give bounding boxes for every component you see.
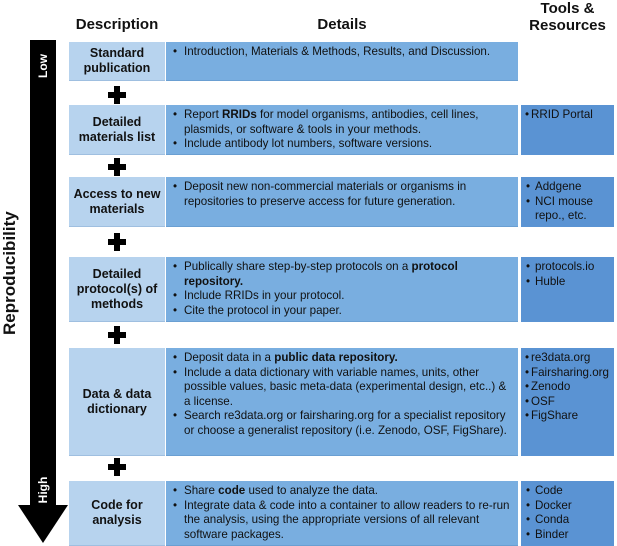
- tools-list: [525, 484, 612, 542]
- row-desc-detailed-protocols: Detailed protocol(s) of methods: [69, 257, 165, 322]
- details-item: [170, 180, 512, 209]
- header-tools: Tools & Resources: [529, 0, 606, 34]
- tool-item: • OSF: [525, 395, 612, 410]
- details-list: [170, 45, 512, 60]
- header-description: Description: [75, 16, 159, 33]
- row-desc-access-new-materials: Access to new materials: [69, 177, 165, 227]
- details-item: [170, 260, 512, 289]
- details-list: [170, 484, 512, 542]
- text-segment: Report: [184, 108, 223, 121]
- row-details-standard-publication: [166, 42, 518, 81]
- reproducibility-arrow-shaft: [30, 40, 56, 508]
- text-segment: Integrate data & code into a container to allow readers to re-run the analysis, using the appropriate versions of all relevant software packages.: [184, 498, 510, 541]
- tools-list: [525, 108, 612, 123]
- row-tools-code-analysis: [521, 481, 614, 546]
- details-item: [170, 108, 512, 137]
- row-details-detailed-materials-list: [166, 105, 518, 155]
- text-segment: for model organisms, antibodies, cell lines, plasmids, or software & tools in your methods.: [184, 108, 479, 136]
- details-item: [170, 289, 512, 304]
- details-item: [170, 45, 512, 60]
- bold-text: RRIDs: [222, 108, 257, 121]
- tool-item: • Zenodo: [525, 380, 612, 395]
- plus-icon: [108, 233, 126, 251]
- tools-list: [525, 260, 612, 289]
- text-segment: Deposit new non-commercial materials or organisms in repositories to preserve access for future generation.: [184, 180, 467, 208]
- row-details-code-analysis: [166, 481, 518, 546]
- details-list: [170, 108, 512, 152]
- details-item: [170, 499, 512, 543]
- tool-item: • NCI mouse repo., etc.: [525, 195, 612, 224]
- text-segment: Search re3data.org or fairsharing.org for a specialist repository or choose a generalist repository (i.e. Zenodo, OSF, FigShare).: [184, 409, 507, 437]
- row-tools-detailed-materials-list: [521, 105, 614, 155]
- tool-item: • re3data.org: [525, 351, 612, 366]
- row-details-detailed-protocols: [166, 257, 518, 322]
- reproducibility-axis-label: Reproducibility: [0, 211, 19, 335]
- tool-item: • Docker: [525, 499, 612, 514]
- tool-item: • Fairsharing.org: [525, 366, 612, 381]
- plus-icon: [108, 158, 126, 176]
- row-details-access-new-materials: [166, 177, 518, 227]
- bold-text: public data repository.: [274, 351, 398, 364]
- tool-item: • Huble: [525, 275, 612, 290]
- bold-text: protocol repository.: [184, 260, 458, 288]
- plus-icon: [108, 86, 126, 104]
- reproducibility-arrow-head: [18, 505, 68, 543]
- text-segment: Introduction, Materials & Methods, Results, and Discussion.: [184, 45, 491, 58]
- row-tools-access-new-materials: [521, 177, 614, 227]
- details-item: [170, 351, 512, 366]
- details-item: [170, 484, 512, 499]
- details-list: [170, 260, 512, 318]
- tools-list: [525, 351, 612, 424]
- text-segment: Cite the protocol in your paper.: [184, 303, 342, 317]
- text-segment: Include a data dictionary with variable names, units, other possible values, basic meta-data (experimental design, etc..) & a license.: [184, 365, 507, 408]
- axis-high-label: High: [36, 476, 50, 504]
- row-details-data-dictionary: [166, 348, 518, 456]
- details-item: [170, 304, 512, 319]
- text-segment: Include antibody lot numbers, software versions.: [184, 137, 433, 150]
- row-tools-detailed-protocols: [521, 257, 614, 322]
- row-desc-detailed-materials-list: Detailed materials list: [69, 105, 165, 155]
- tool-item: • Conda: [525, 513, 612, 528]
- row-desc-data-dictionary: Data & data dictionary: [69, 348, 165, 456]
- tool-item: • protocols.io: [525, 260, 612, 275]
- details-item: [170, 366, 512, 410]
- row-desc-code-analysis: Code for analysis: [69, 481, 165, 546]
- text-segment: used to analyze the data.: [245, 484, 379, 497]
- text-segment: Include RRIDs in your protocol.: [184, 289, 345, 302]
- details-item: [170, 409, 512, 438]
- tool-item: • Code: [525, 484, 612, 499]
- bold-text: code: [218, 484, 246, 497]
- row-desc-standard-publication: Standard publication: [69, 42, 165, 81]
- details-list: [170, 180, 512, 209]
- tool-item: • Binder: [525, 528, 612, 543]
- header-details: Details: [317, 16, 367, 33]
- row-tools-data-dictionary: [521, 348, 614, 456]
- plus-icon: [108, 458, 126, 476]
- tool-item: • Addgene: [525, 180, 612, 195]
- text-segment: Share: [184, 484, 219, 497]
- axis-low-label: Low: [36, 54, 50, 78]
- tools-list: [525, 180, 612, 224]
- text-segment: Publically share step-by-step protocols on a: [184, 260, 412, 273]
- details-item: [170, 137, 512, 152]
- tool-item: • FigShare: [525, 409, 612, 424]
- plus-icon: [108, 326, 126, 344]
- details-list: [170, 351, 512, 438]
- text-segment: Deposit data in a: [184, 351, 275, 364]
- tool-item: • RRID Portal: [525, 108, 612, 123]
